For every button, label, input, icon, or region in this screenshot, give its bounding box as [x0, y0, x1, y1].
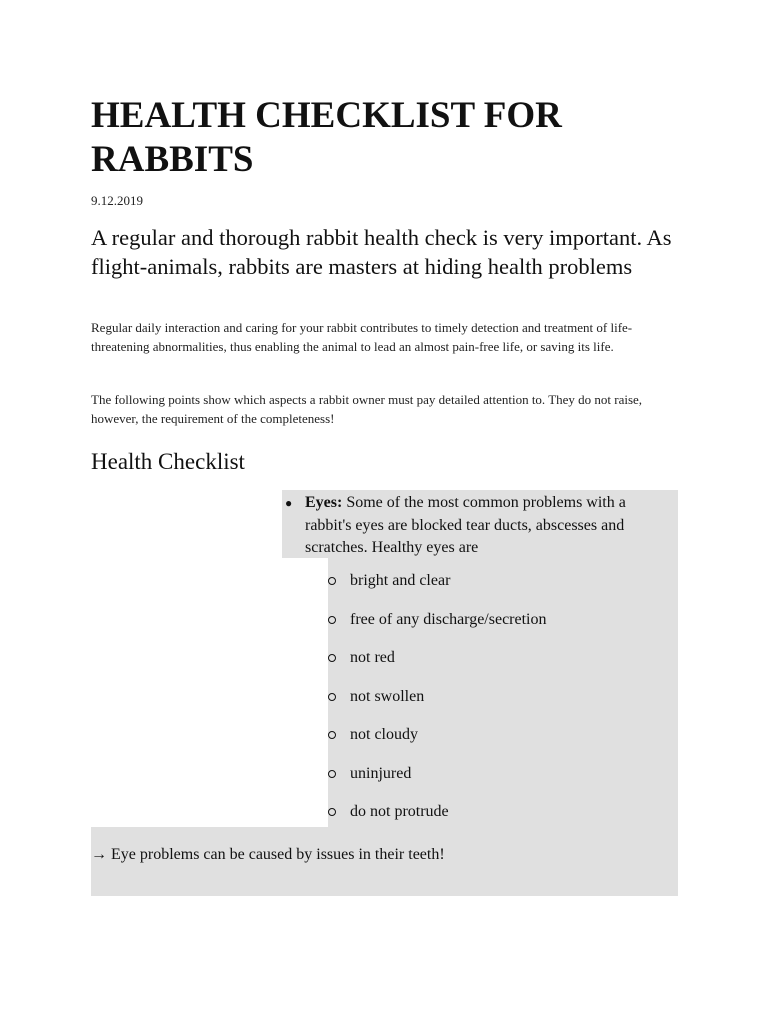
circle-bullet-icon	[328, 616, 336, 624]
checklist-term: Eyes:	[305, 494, 343, 511]
list-item-label: not cloudy	[350, 726, 418, 743]
list-item-label: bright and clear	[350, 572, 451, 589]
publish-date: 9.12.2019	[91, 193, 143, 208]
circle-bullet-icon	[328, 731, 336, 739]
list-item	[328, 647, 547, 686]
checklist-item-eyes	[285, 492, 671, 560]
checklist-description: Some of the most common problems with a rabbit's eyes are blocked tear ducts, abscesses and scratches. Healthy eyes are	[305, 494, 626, 556]
list-item	[328, 686, 547, 725]
list-item-label: not red	[350, 649, 395, 666]
circle-bullet-icon	[328, 770, 336, 778]
list-item	[328, 609, 547, 648]
bullet-dot-icon: ●	[285, 496, 293, 510]
list-item-label: free of any discharge/secretion	[350, 610, 547, 628]
intro-paragraph: Regular daily interaction and caring for your rabbit contributes to timely detection and treatment of life-threatening abnormalities, thus enabling the animal to lead an almost pain-free life, or saving its life.	[91, 320, 633, 354]
page-title: HEALTH CHECKLIST FOR RABBITS	[91, 95, 562, 180]
circle-bullet-icon	[328, 654, 336, 662]
circle-bullet-icon	[328, 693, 336, 701]
teeth-note: → Eye problems can be caused by issues in their teeth!	[91, 846, 445, 863]
list-item	[328, 801, 547, 840]
list-item-label: not swollen	[350, 687, 425, 705]
list-item-label: uninjured	[350, 764, 412, 782]
circle-bullet-icon	[328, 808, 336, 816]
section-heading: Health Checklist	[91, 449, 245, 474]
lead-heading: A regular and thorough rabbit health check is very important. As flight-animals, rabbits are masters at hiding health problems	[91, 225, 672, 279]
eye-criteria-list	[328, 570, 547, 840]
list-item	[328, 724, 547, 763]
list-item	[328, 570, 547, 609]
circle-bullet-icon	[328, 577, 336, 585]
list-item	[328, 763, 547, 802]
list-item-label: do not protrude	[350, 803, 449, 820]
attention-paragraph: The following points show which aspects a rabbit owner must pay detailed attention to. They do not raise, however, the requirement of the completeness!	[91, 392, 643, 426]
